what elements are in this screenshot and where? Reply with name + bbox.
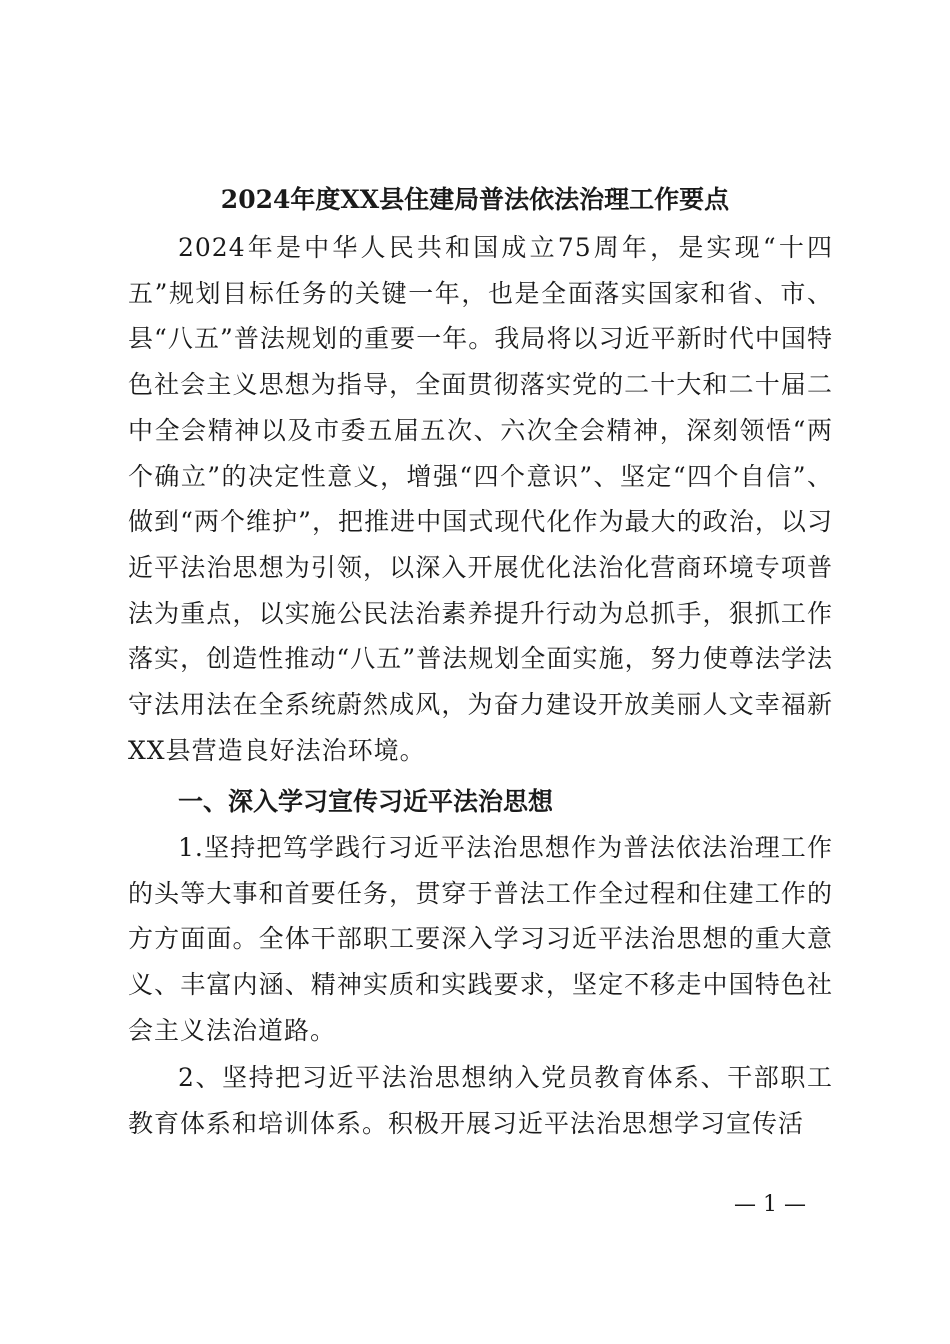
- page-number: — 1 —: [734, 1192, 806, 1217]
- item-1-paragraph: 1.坚持把笃学践行习近平法治思想作为普法依法治理工作的头等大事和首要任务，贯穿于普法工作全过程和住建工作的方方面面。全体干部职工要深入学习习近平法治思想的重大意义、丰富内涵、精神实质和实践要求，坚定不移走中国特色社会主义法治道路。: [128, 833, 833, 1045]
- document-title: 2024年度XX县住建局普法依法治理工作要点: [220, 185, 730, 214]
- item-2-paragraph: 2、坚持把习近平法治思想纳入党员教育体系、干部职工教育体系和培训体系。积极开展习近平法治思想学习宣传活: [128, 1063, 833, 1138]
- section-heading: 一、深入学习宣传习近平法治思想: [178, 787, 554, 816]
- intro-paragraph: 2024年是中华人民共和国成立75周年，是实现“十四五”规划目标任务的关键一年，也是全面落实国家和省、市、县“八五”普法规划的重要一年。我局将以习近平新时代中国特色社会主义思想为指导，全面贯彻落实党的二十大和二十届二中全会精神以及市委五届五次、六次全会精神，深刻领悟“两个确立”的决定性意义，增强“四个意识”、坚定“四个自信”、做到“两个维护”，把推进中国式现代化作为最大的政治，以习近平法治思想为引领，以深入开展优化法治化营商环境专项普法为重点，以实施公民法治素养提升行动为总抓手，狠抓工作落实，创造性推动“八五”普法规划全面实施，努力使尊法学法守法用法在全系统蔚然成风，为奋力建设开放美丽人文幸福新XX县营造良好法治环境。: [128, 233, 833, 765]
